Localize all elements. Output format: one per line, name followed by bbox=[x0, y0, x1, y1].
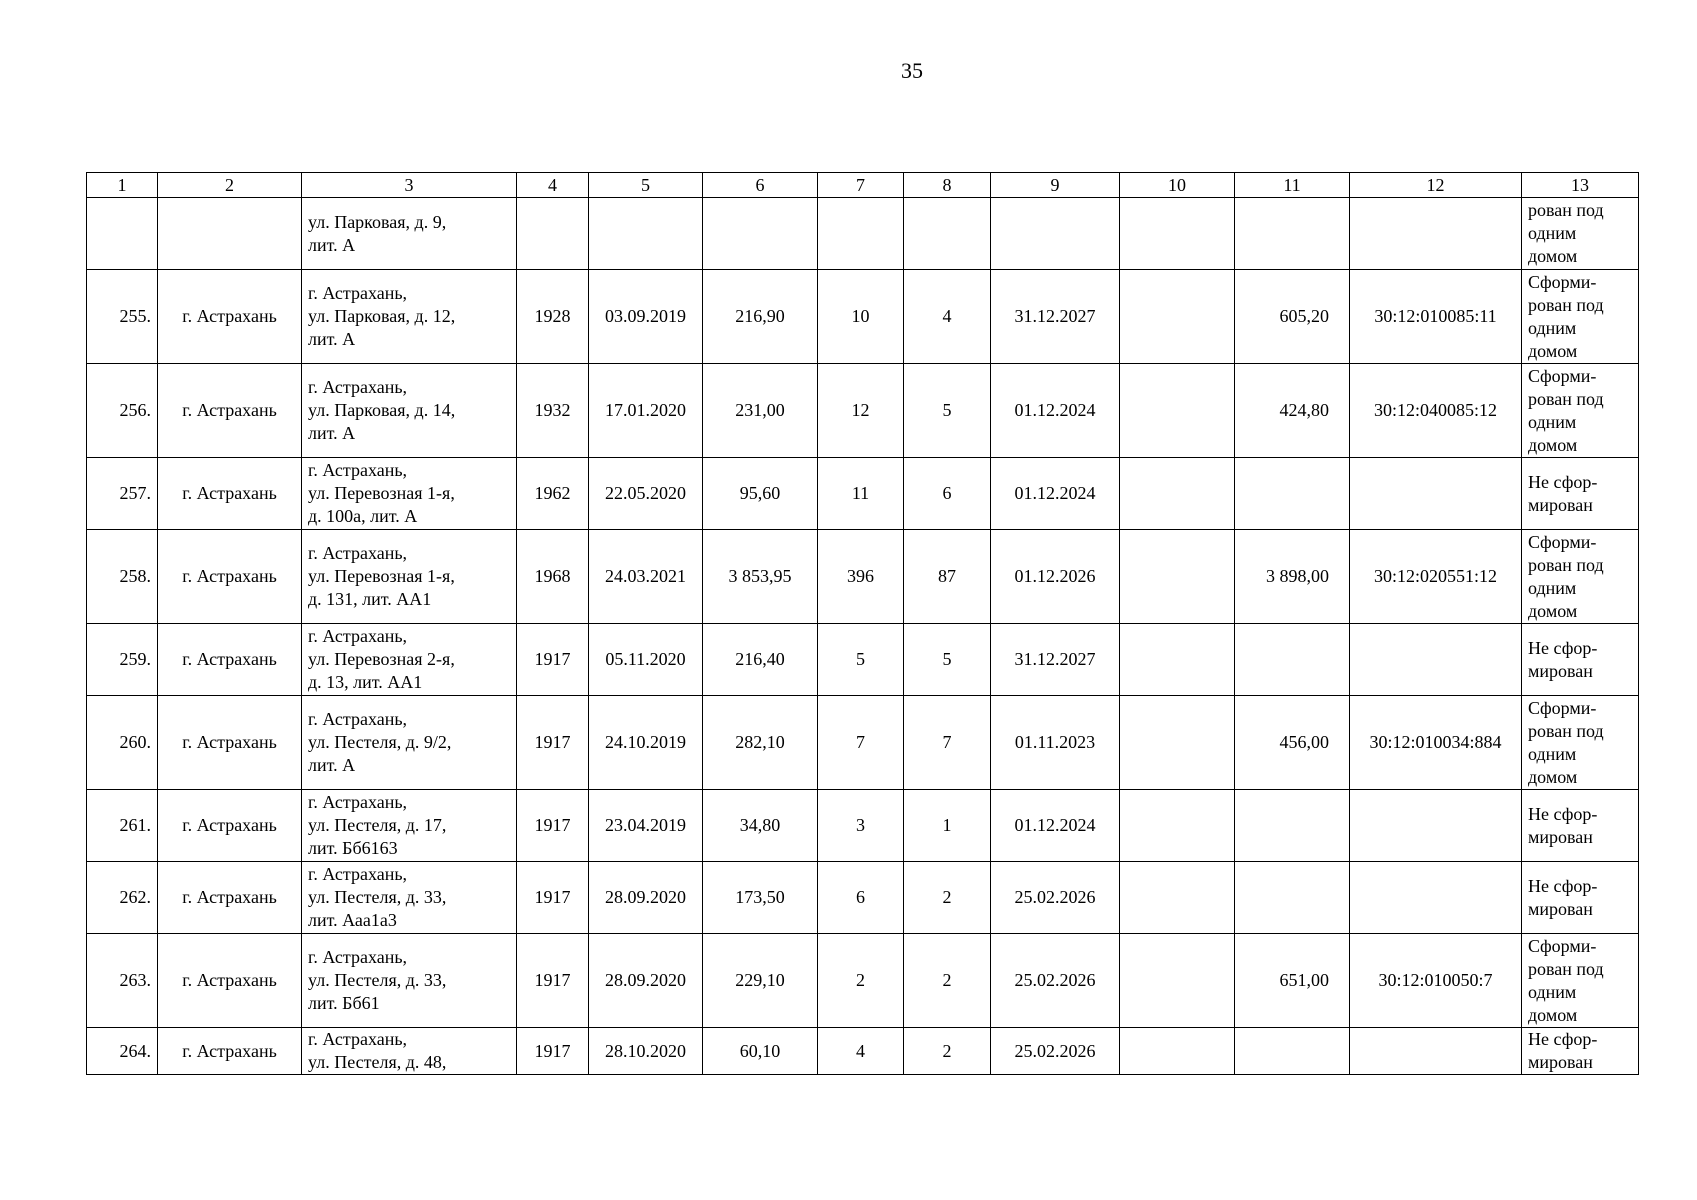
column-header-1: 1 bbox=[87, 173, 158, 198]
cell-residents: 4 bbox=[818, 1028, 904, 1075]
cell-address-line: лит. А bbox=[308, 423, 356, 443]
cell-city: г. Астрахань bbox=[158, 934, 302, 1028]
cell-land-area bbox=[1235, 790, 1350, 862]
cell-year: 1932 bbox=[517, 364, 589, 458]
cell-address-line: ул. Пестеля, д. 33, bbox=[308, 970, 447, 990]
cell-status bbox=[1522, 624, 1639, 696]
cell-deadline: 01.11.2023 bbox=[991, 696, 1120, 790]
table-row bbox=[87, 934, 1639, 1028]
cell-status-line: одним bbox=[1528, 223, 1577, 243]
cell-address bbox=[302, 862, 517, 934]
cell-date: 28.09.2020 bbox=[589, 862, 703, 934]
cell-city: г. Астрахань bbox=[158, 1028, 302, 1075]
column-header-11: 11 bbox=[1235, 173, 1350, 198]
table-row bbox=[87, 458, 1639, 530]
cell-address-line: лит. А bbox=[308, 234, 356, 255]
cell-col10 bbox=[1120, 862, 1235, 934]
cell-address-line: лит. Бб61 bbox=[308, 993, 380, 1013]
cell-status bbox=[1522, 862, 1639, 934]
cell-address-line: д. 100а, лит. А bbox=[308, 506, 418, 526]
cell-deadline bbox=[991, 198, 1120, 270]
cell-date: 24.03.2021 bbox=[589, 530, 703, 624]
cell-address-line: г. Астрахань, bbox=[308, 377, 408, 397]
cell-area: 216,40 bbox=[703, 624, 818, 696]
cell-status bbox=[1522, 696, 1639, 790]
cell-date: 05.11.2020 bbox=[589, 624, 703, 696]
cell-area bbox=[703, 198, 818, 270]
cell-city: г. Астрахань bbox=[158, 530, 302, 624]
cell-residents: 5 bbox=[818, 624, 904, 696]
column-header-5: 5 bbox=[589, 173, 703, 198]
cell-city: г. Астрахань bbox=[158, 696, 302, 790]
header-row bbox=[87, 173, 1639, 198]
cell-year: 1917 bbox=[517, 624, 589, 696]
cell-cadastral: 30:12:010085:11 bbox=[1350, 270, 1522, 364]
cell-date bbox=[589, 198, 703, 270]
cell-year: 1928 bbox=[517, 270, 589, 364]
cell-address-line: д. 13, лит. АА1 bbox=[308, 672, 423, 692]
cell-area: 34,80 bbox=[703, 790, 818, 862]
cell-city: г. Астрахань bbox=[158, 270, 302, 364]
cell-address-line: г. Астрахань, bbox=[308, 626, 408, 646]
cell-status bbox=[1522, 530, 1639, 624]
cell-land-area: 456,00 bbox=[1235, 696, 1350, 790]
cell-land-area: 424,80 bbox=[1235, 364, 1350, 458]
table-body bbox=[87, 198, 1639, 1075]
cell-land-area: 651,00 bbox=[1235, 934, 1350, 1028]
cell-land-area: 605,20 bbox=[1235, 270, 1350, 364]
cell-number: 259. bbox=[87, 624, 158, 696]
cell-residents: 12 bbox=[818, 364, 904, 458]
cell-address-line: г. Астрахань, bbox=[308, 543, 408, 563]
cell-number: 255. bbox=[87, 270, 158, 364]
table-row bbox=[87, 270, 1639, 364]
cell-land-area bbox=[1235, 624, 1350, 696]
cell-year: 1968 bbox=[517, 530, 589, 624]
cell-cadastral bbox=[1350, 790, 1522, 862]
cell-rooms: 6 bbox=[904, 458, 991, 530]
cell-status-line: одним bbox=[1528, 743, 1577, 764]
cell-date: 23.04.2019 bbox=[589, 790, 703, 862]
cell-number: 260. bbox=[87, 696, 158, 790]
column-header-8: 8 bbox=[904, 173, 991, 198]
cell-city: г. Астрахань bbox=[158, 458, 302, 530]
cell-status-line: Сформи- bbox=[1528, 935, 1597, 956]
cell-status-line: Не сфор- bbox=[1528, 637, 1598, 658]
table-row bbox=[87, 862, 1639, 934]
column-header-3: 3 bbox=[302, 173, 517, 198]
cell-area: 60,10 bbox=[703, 1028, 818, 1075]
cell-number: 258. bbox=[87, 530, 158, 624]
cell-col10 bbox=[1120, 790, 1235, 862]
cell-status-line: одним bbox=[1528, 411, 1577, 432]
cell-rooms: 2 bbox=[904, 862, 991, 934]
table-row bbox=[87, 624, 1639, 696]
cell-number bbox=[87, 198, 158, 270]
cell-status-line: одним bbox=[1528, 577, 1577, 598]
cell-land-area bbox=[1235, 458, 1350, 530]
column-header-4: 4 bbox=[517, 173, 589, 198]
cell-address bbox=[302, 696, 517, 790]
cell-number: 262. bbox=[87, 862, 158, 934]
cell-year bbox=[517, 198, 589, 270]
cell-address bbox=[302, 934, 517, 1028]
cell-year: 1917 bbox=[517, 862, 589, 934]
cell-address-line: лит. Бб6163 bbox=[308, 838, 398, 858]
cell-number: 264. bbox=[87, 1028, 158, 1075]
cell-year: 1917 bbox=[517, 696, 589, 790]
column-header-6: 6 bbox=[703, 173, 818, 198]
cell-deadline: 01.12.2024 bbox=[991, 458, 1120, 530]
cell-residents: 2 bbox=[818, 934, 904, 1028]
cell-status-line: рован под bbox=[1528, 554, 1604, 575]
cell-residents: 11 bbox=[818, 458, 904, 530]
cell-area: 229,10 bbox=[703, 934, 818, 1028]
column-header-9: 9 bbox=[991, 173, 1120, 198]
cell-number: 256. bbox=[87, 364, 158, 458]
cell-rooms: 5 bbox=[904, 624, 991, 696]
cell-status-line: рован под bbox=[1528, 388, 1604, 409]
cell-date: 17.01.2020 bbox=[589, 364, 703, 458]
cell-address bbox=[302, 530, 517, 624]
cell-area: 216,90 bbox=[703, 270, 818, 364]
cell-deadline: 01.12.2026 bbox=[991, 530, 1120, 624]
cell-year: 1962 bbox=[517, 458, 589, 530]
cell-status-line: Не сфор- bbox=[1528, 875, 1598, 896]
cell-date: 28.10.2020 bbox=[589, 1028, 703, 1075]
cell-address-line: ул. Пестеля, д. 48, bbox=[308, 1052, 447, 1072]
cell-cadastral: 30:12:020551:12 bbox=[1350, 530, 1522, 624]
cell-col10 bbox=[1120, 696, 1235, 790]
cell-address bbox=[302, 624, 517, 696]
cell-deadline: 31.12.2027 bbox=[991, 624, 1120, 696]
cell-land-area bbox=[1235, 862, 1350, 934]
cell-status-line: домом bbox=[1528, 766, 1578, 787]
cell-address-line: лит. А bbox=[308, 329, 356, 349]
cell-city: г. Астрахань bbox=[158, 862, 302, 934]
cell-status-line: Сформи- bbox=[1528, 365, 1597, 386]
column-header-7: 7 bbox=[818, 173, 904, 198]
cell-status bbox=[1522, 364, 1639, 458]
cell-land-area bbox=[1235, 198, 1350, 270]
cell-deadline: 01.12.2024 bbox=[991, 364, 1120, 458]
cell-date: 24.10.2019 bbox=[589, 696, 703, 790]
cell-status-line: мирован bbox=[1528, 898, 1593, 919]
cell-cadastral: 30:12:010050:7 bbox=[1350, 934, 1522, 1028]
cell-year: 1917 bbox=[517, 790, 589, 862]
cell-deadline: 31.12.2027 bbox=[991, 270, 1120, 364]
cell-residents: 10 bbox=[818, 270, 904, 364]
cell-col10 bbox=[1120, 934, 1235, 1028]
cell-col10 bbox=[1120, 198, 1235, 270]
cell-rooms: 2 bbox=[904, 934, 991, 1028]
cell-address-line: ул. Парковая, д. 9, bbox=[308, 211, 447, 232]
cell-address-line: ул. Парковая, д. 14, bbox=[308, 400, 456, 420]
cell-cadastral bbox=[1350, 624, 1522, 696]
cell-address bbox=[302, 364, 517, 458]
column-header-10: 10 bbox=[1120, 173, 1235, 198]
cell-date: 28.09.2020 bbox=[589, 934, 703, 1028]
cell-col10 bbox=[1120, 530, 1235, 624]
cell-year: 1917 bbox=[517, 1028, 589, 1075]
table-row bbox=[87, 530, 1639, 624]
cell-cadastral bbox=[1350, 1028, 1522, 1075]
cell-col10 bbox=[1120, 624, 1235, 696]
cell-date: 03.09.2019 bbox=[589, 270, 703, 364]
cell-cadastral bbox=[1350, 198, 1522, 270]
cell-status-line: мирован bbox=[1528, 1052, 1593, 1072]
cell-rooms: 5 bbox=[904, 364, 991, 458]
cell-col10 bbox=[1120, 1028, 1235, 1075]
cell-status-line: рован под bbox=[1528, 200, 1604, 220]
cell-deadline: 25.02.2026 bbox=[991, 1028, 1120, 1075]
table-row bbox=[87, 696, 1639, 790]
cell-status bbox=[1522, 270, 1639, 364]
cell-address-line: ул. Перевозная 1-я, bbox=[308, 483, 455, 503]
page-number: 35 bbox=[901, 58, 923, 83]
cell-cadastral bbox=[1350, 458, 1522, 530]
cell-address-line: д. 131, лит. АА1 bbox=[308, 589, 432, 609]
cell-city: г. Астрахань bbox=[158, 624, 302, 696]
cell-residents: 6 bbox=[818, 862, 904, 934]
cell-status-line: домом bbox=[1528, 246, 1578, 266]
cell-address-line: ул. Пестеля, д. 33, bbox=[308, 887, 447, 907]
cell-rooms bbox=[904, 198, 991, 270]
cell-address bbox=[302, 458, 517, 530]
cell-address bbox=[302, 1028, 517, 1075]
cell-city bbox=[158, 198, 302, 270]
cell-status-line: рован под bbox=[1528, 294, 1604, 315]
cell-status-line: мирован bbox=[1528, 494, 1593, 515]
table-row bbox=[87, 1028, 1639, 1075]
cell-address-line: г. Астрахань, bbox=[308, 1029, 408, 1049]
cell-rooms: 2 bbox=[904, 1028, 991, 1075]
cell-deadline: 25.02.2026 bbox=[991, 934, 1120, 1028]
cell-status-line: домом bbox=[1528, 600, 1578, 621]
cell-address-line: ул. Перевозная 1-я, bbox=[308, 566, 455, 586]
cell-land-area bbox=[1235, 1028, 1350, 1075]
cell-deadline: 25.02.2026 bbox=[991, 862, 1120, 934]
cell-status-line: Сформи- bbox=[1528, 531, 1597, 552]
cell-status-line: Сформи- bbox=[1528, 697, 1597, 718]
cell-address-line: ул. Парковая, д. 12, bbox=[308, 306, 456, 326]
cell-deadline: 01.12.2024 bbox=[991, 790, 1120, 862]
cell-address-line: лит. А bbox=[308, 755, 356, 775]
cell-residents: 3 bbox=[818, 790, 904, 862]
cell-status-line: мирован bbox=[1528, 826, 1593, 847]
table-row bbox=[87, 198, 1639, 270]
cell-date: 22.05.2020 bbox=[589, 458, 703, 530]
cell-city: г. Астрахань bbox=[158, 790, 302, 862]
cell-status-line: Сформи- bbox=[1528, 271, 1597, 292]
cell-status-line: Не сфор- bbox=[1528, 1029, 1598, 1049]
cell-address bbox=[302, 198, 517, 270]
cell-address bbox=[302, 790, 517, 862]
cell-cadastral bbox=[1350, 862, 1522, 934]
cell-status-line: Не сфор- bbox=[1528, 471, 1598, 492]
cell-address-line: ул. Перевозная 2-я, bbox=[308, 649, 455, 669]
table-row bbox=[87, 364, 1639, 458]
cell-address-line: ул. Пестеля, д. 9/2, bbox=[308, 732, 452, 752]
cell-address-line: г. Астрахань, bbox=[308, 709, 408, 729]
cell-status bbox=[1522, 1028, 1639, 1075]
housing-registry-table bbox=[86, 172, 1639, 1075]
cell-address-line: лит. Ааа1а3 bbox=[308, 910, 397, 930]
cell-status bbox=[1522, 934, 1639, 1028]
cell-address-line: г. Астрахань, bbox=[308, 283, 408, 303]
cell-area: 95,60 bbox=[703, 458, 818, 530]
cell-status bbox=[1522, 458, 1639, 530]
cell-status bbox=[1522, 198, 1639, 270]
cell-address-line: г. Астрахань, bbox=[308, 947, 408, 967]
cell-status-line: рован под bbox=[1528, 720, 1604, 741]
cell-rooms: 4 bbox=[904, 270, 991, 364]
cell-residents bbox=[818, 198, 904, 270]
cell-address-line: ул. Пестеля, д. 17, bbox=[308, 815, 447, 835]
cell-col10 bbox=[1120, 458, 1235, 530]
cell-status-line: домом bbox=[1528, 434, 1578, 455]
cell-residents: 396 bbox=[818, 530, 904, 624]
cell-address-line: г. Астрахань, bbox=[308, 792, 408, 812]
cell-address-line: г. Астрахань, bbox=[308, 864, 408, 884]
cell-cadastral: 30:12:040085:12 bbox=[1350, 364, 1522, 458]
cell-col10 bbox=[1120, 364, 1235, 458]
cell-area: 173,50 bbox=[703, 862, 818, 934]
cell-status-line: домом bbox=[1528, 1004, 1578, 1025]
cell-year: 1917 bbox=[517, 934, 589, 1028]
cell-area: 231,00 bbox=[703, 364, 818, 458]
column-header-12: 12 bbox=[1350, 173, 1522, 198]
cell-rooms: 1 bbox=[904, 790, 991, 862]
cell-status-line: одним bbox=[1528, 981, 1577, 1002]
cell-residents: 7 bbox=[818, 696, 904, 790]
cell-cadastral: 30:12:010034:884 bbox=[1350, 696, 1522, 790]
column-header-13: 13 bbox=[1522, 173, 1639, 198]
cell-status-line: одним bbox=[1528, 317, 1577, 338]
cell-address bbox=[302, 270, 517, 364]
cell-number: 263. bbox=[87, 934, 158, 1028]
cell-address-line: г. Астрахань, bbox=[308, 460, 408, 480]
cell-status-line: рован под bbox=[1528, 958, 1604, 979]
cell-status-line: Не сфор- bbox=[1528, 803, 1598, 824]
cell-rooms: 87 bbox=[904, 530, 991, 624]
cell-land-area: 3 898,00 bbox=[1235, 530, 1350, 624]
cell-number: 257. bbox=[87, 458, 158, 530]
cell-status-line: мирован bbox=[1528, 660, 1593, 681]
column-header-2: 2 bbox=[158, 173, 302, 198]
cell-status bbox=[1522, 790, 1639, 862]
cell-area: 282,10 bbox=[703, 696, 818, 790]
cell-col10 bbox=[1120, 270, 1235, 364]
cell-rooms: 7 bbox=[904, 696, 991, 790]
cell-city: г. Астрахань bbox=[158, 364, 302, 458]
table-row bbox=[87, 790, 1639, 862]
cell-area: 3 853,95 bbox=[703, 530, 818, 624]
cell-status-line: домом bbox=[1528, 340, 1578, 361]
cell-number: 261. bbox=[87, 790, 158, 862]
